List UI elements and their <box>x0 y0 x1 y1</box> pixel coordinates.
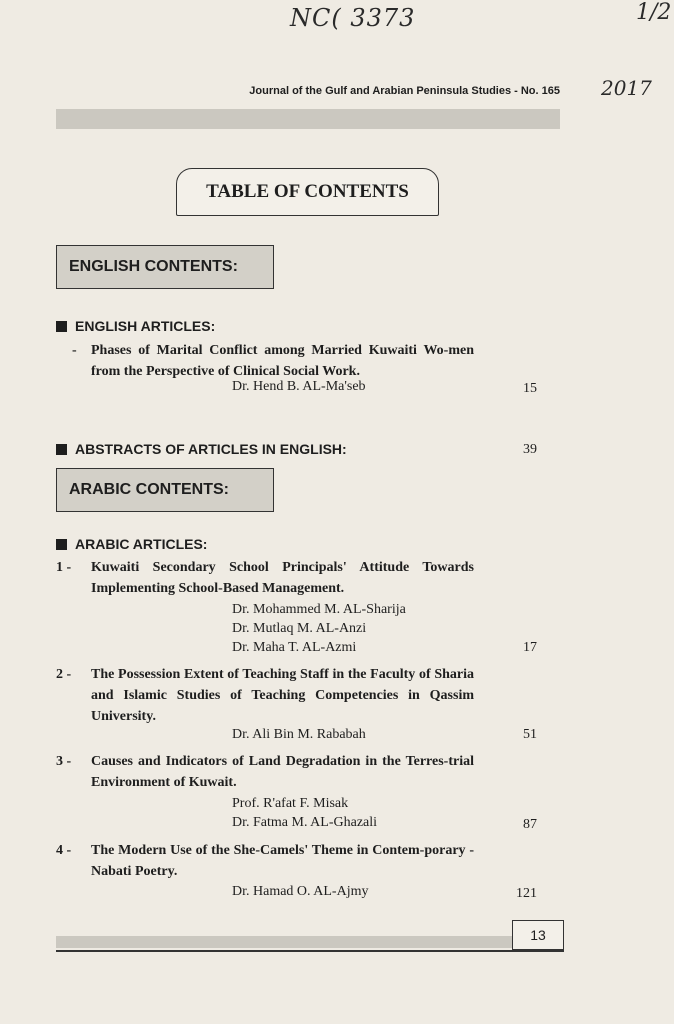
arabic-article-number: 2 - <box>56 667 72 682</box>
footer-band <box>56 936 512 948</box>
arabic-article-title: The Possession Extent of Teaching Staff in the Faculty of Sharia and Islamic Studies of Teaching Competencies in Qassim University. <box>91 667 474 724</box>
english-articles-heading <box>56 318 215 334</box>
arabic-article-author: Dr. Fatma M. AL-Ghazali <box>232 815 378 830</box>
arabic-article-author: Dr. Maha T. AL-Azmi <box>232 640 357 655</box>
english-article-bullet: - <box>72 343 77 358</box>
arabic-article-author: Prof. R'afat F. Misak <box>232 796 349 811</box>
arabic-article-author: Dr. Mohammed M. AL-Sharija <box>232 602 406 617</box>
arabic-contents-box: ARABIC CONTENTS: <box>56 468 274 512</box>
handwritten-reference: NC( 3373 <box>290 4 416 32</box>
square-bullet-icon <box>56 539 67 550</box>
handwritten-corner-mark: 1/2 <box>636 0 672 25</box>
toc-title-box <box>176 168 439 216</box>
arabic-article-author: Dr. Hamad O. AL-Ajmy <box>232 884 369 899</box>
arabic-article-number: 1 - <box>56 560 72 575</box>
square-bullet-icon <box>56 444 67 455</box>
journal-header: Journal of the Gulf and Arabian Peninsula Studies - No. 165 <box>249 85 560 97</box>
arabic-articles-heading-text: ARABIC ARTICLES: <box>75 536 208 552</box>
abstracts-page: 39 <box>523 442 537 457</box>
square-bullet-icon <box>56 321 67 332</box>
english-article-author: Dr. Hend B. AL-Ma'seb <box>232 379 366 394</box>
arabic-article-number: 4 - <box>56 843 72 858</box>
handwritten-year: 2017 <box>601 76 652 100</box>
arabic-article-author: Dr. Mutlaq M. AL-Anzi <box>232 621 367 636</box>
arabic-article-author: Dr. Ali Bin M. Rababah <box>232 727 366 742</box>
english-article-title: Phases of Marital Conflict among Married Kuwaiti Wo-men from the Perspective of Clinical Social Work. <box>91 343 474 379</box>
page-number: 13 <box>512 920 564 950</box>
toc-title: TABLE OF CONTENTS <box>206 181 409 202</box>
footer-rule <box>56 950 564 952</box>
english-contents-box: ENGLISH CONTENTS: <box>56 245 274 289</box>
arabic-article-page: 121 <box>516 886 537 901</box>
abstracts-heading-text: ABSTRACTS OF ARTICLES IN ENGLISH: <box>75 441 347 457</box>
arabic-article-page: 51 <box>523 727 537 742</box>
arabic-article-title: The Modern Use of the She-Camels' Theme in Contem-porary - Nabati Poetry. <box>91 843 474 879</box>
arabic-articles-heading <box>56 536 207 552</box>
english-article-page: 15 <box>523 381 537 396</box>
header-band <box>56 109 560 129</box>
abstracts-heading <box>56 441 347 457</box>
english-articles-heading-text: ENGLISH ARTICLES: <box>75 318 216 334</box>
arabic-article-number: 3 - <box>56 754 72 769</box>
arabic-article-title: Kuwaiti Secondary School Principals' Attitude Towards Implementing School-Based Management. <box>91 560 474 596</box>
arabic-article-title: Causes and Indicators of Land Degradation in the Terres-trial Environment of Kuwait. <box>91 754 474 790</box>
arabic-article-page: 17 <box>523 640 537 655</box>
arabic-article-page: 87 <box>523 817 537 832</box>
